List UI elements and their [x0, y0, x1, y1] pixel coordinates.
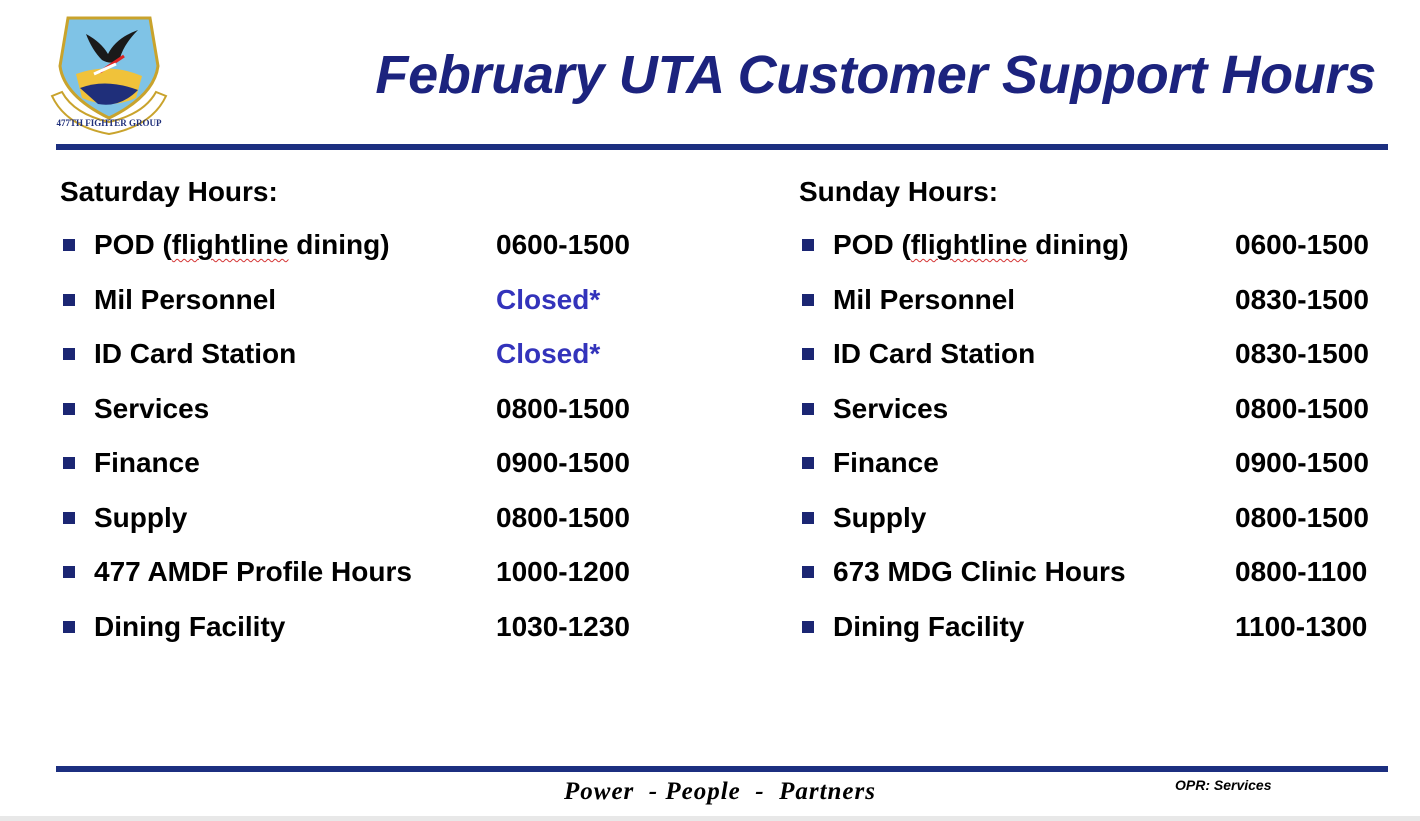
item-label: POD (flightline dining) [833, 229, 1129, 260]
square-bullet-icon [63, 348, 75, 360]
sunday-heading: Sunday Hours: [799, 176, 999, 207]
item-hours: 0800-1500 [496, 392, 630, 424]
square-bullet-icon [802, 348, 814, 360]
item-label: POD (flightline dining) [94, 229, 390, 260]
square-bullet-icon [802, 239, 814, 251]
list-item [799, 281, 1399, 336]
item-label: Services [94, 392, 210, 424]
opr-label: OPR: Services [1175, 777, 1272, 793]
square-bullet-icon [63, 621, 75, 633]
item-hours-closed: Closed* [496, 338, 601, 369]
sunday-column [799, 172, 1399, 662]
list-item [60, 553, 660, 608]
item-label: Supply [833, 501, 927, 533]
square-bullet-icon [63, 512, 75, 524]
item-label: Mil Personnel [94, 283, 277, 315]
item-hours: 0800-1100 [1235, 556, 1368, 587]
list-item [799, 390, 1399, 445]
square-bullet-icon [63, 239, 75, 251]
list-item [60, 608, 660, 663]
list-item [799, 553, 1399, 608]
list-item [799, 499, 1399, 554]
item-label: Services [833, 392, 949, 424]
item-hours: 0600-1500 [1235, 229, 1369, 260]
list-item [60, 390, 660, 445]
item-label: ID Card Station [94, 338, 297, 369]
item-hours: 1030-1230 [496, 610, 630, 642]
square-bullet-icon [802, 294, 814, 306]
item-hours: 0800-1500 [496, 501, 630, 533]
square-bullet-icon [63, 566, 75, 578]
list-item [60, 226, 660, 281]
spellcheck-word[interactable]: flightline [171, 229, 289, 260]
item-hours: 0800-1500 [1235, 392, 1369, 424]
spellcheck-word[interactable]: flightline [910, 229, 1028, 260]
item-hours: 0800-1500 [1235, 501, 1369, 533]
item-hours: 0830-1500 [1235, 283, 1369, 315]
saturday-heading: Saturday Hours: [60, 176, 278, 207]
item-hours: 0830-1500 [1235, 338, 1369, 369]
item-hours: 1000-1200 [496, 556, 630, 587]
item-label: Finance [94, 447, 200, 478]
square-bullet-icon [63, 294, 75, 306]
item-label: Dining Facility [833, 610, 1025, 642]
footer-motto: Power - People - Partners [564, 778, 876, 805]
emblem-ring-text: 477TH FIGHTER GROUP [56, 118, 162, 128]
list-item [799, 335, 1399, 390]
item-label: Dining Facility [94, 610, 286, 642]
item-hours: 0900-1500 [496, 447, 630, 478]
list-item [60, 499, 660, 554]
square-bullet-icon [63, 403, 75, 415]
saturday-column [60, 172, 660, 662]
square-bullet-icon [802, 512, 814, 524]
square-bullet-icon [63, 457, 75, 469]
bottom-divider [56, 766, 1388, 772]
slide-bottom-edge [0, 816, 1420, 821]
square-bullet-icon [802, 457, 814, 469]
item-label: ID Card Station [833, 338, 1036, 369]
item-label: Supply [94, 501, 188, 533]
square-bullet-icon [802, 621, 814, 633]
square-bullet-icon [802, 403, 814, 415]
square-bullet-icon [802, 566, 814, 578]
item-label: 673 MDG Clinic Hours [833, 556, 1126, 587]
top-divider [56, 144, 1388, 150]
item-hours: 1100-1300 [1235, 610, 1368, 642]
list-item [799, 608, 1399, 663]
item-hours-closed: Closed* [496, 283, 601, 315]
list-item [60, 444, 660, 499]
item-label: 477 AMDF Profile Hours [94, 556, 412, 587]
list-item [799, 226, 1399, 281]
item-label: Finance [833, 447, 939, 478]
list-item [60, 335, 660, 390]
item-label: Mil Personnel [833, 283, 1016, 315]
item-hours: 0900-1500 [1235, 447, 1369, 478]
page-title: February UTA Customer Support Hours [375, 45, 1376, 105]
list-item [799, 444, 1399, 499]
list-item [60, 281, 660, 336]
item-hours: 0600-1500 [496, 229, 630, 260]
fighter-group-emblem-icon [46, 14, 172, 138]
